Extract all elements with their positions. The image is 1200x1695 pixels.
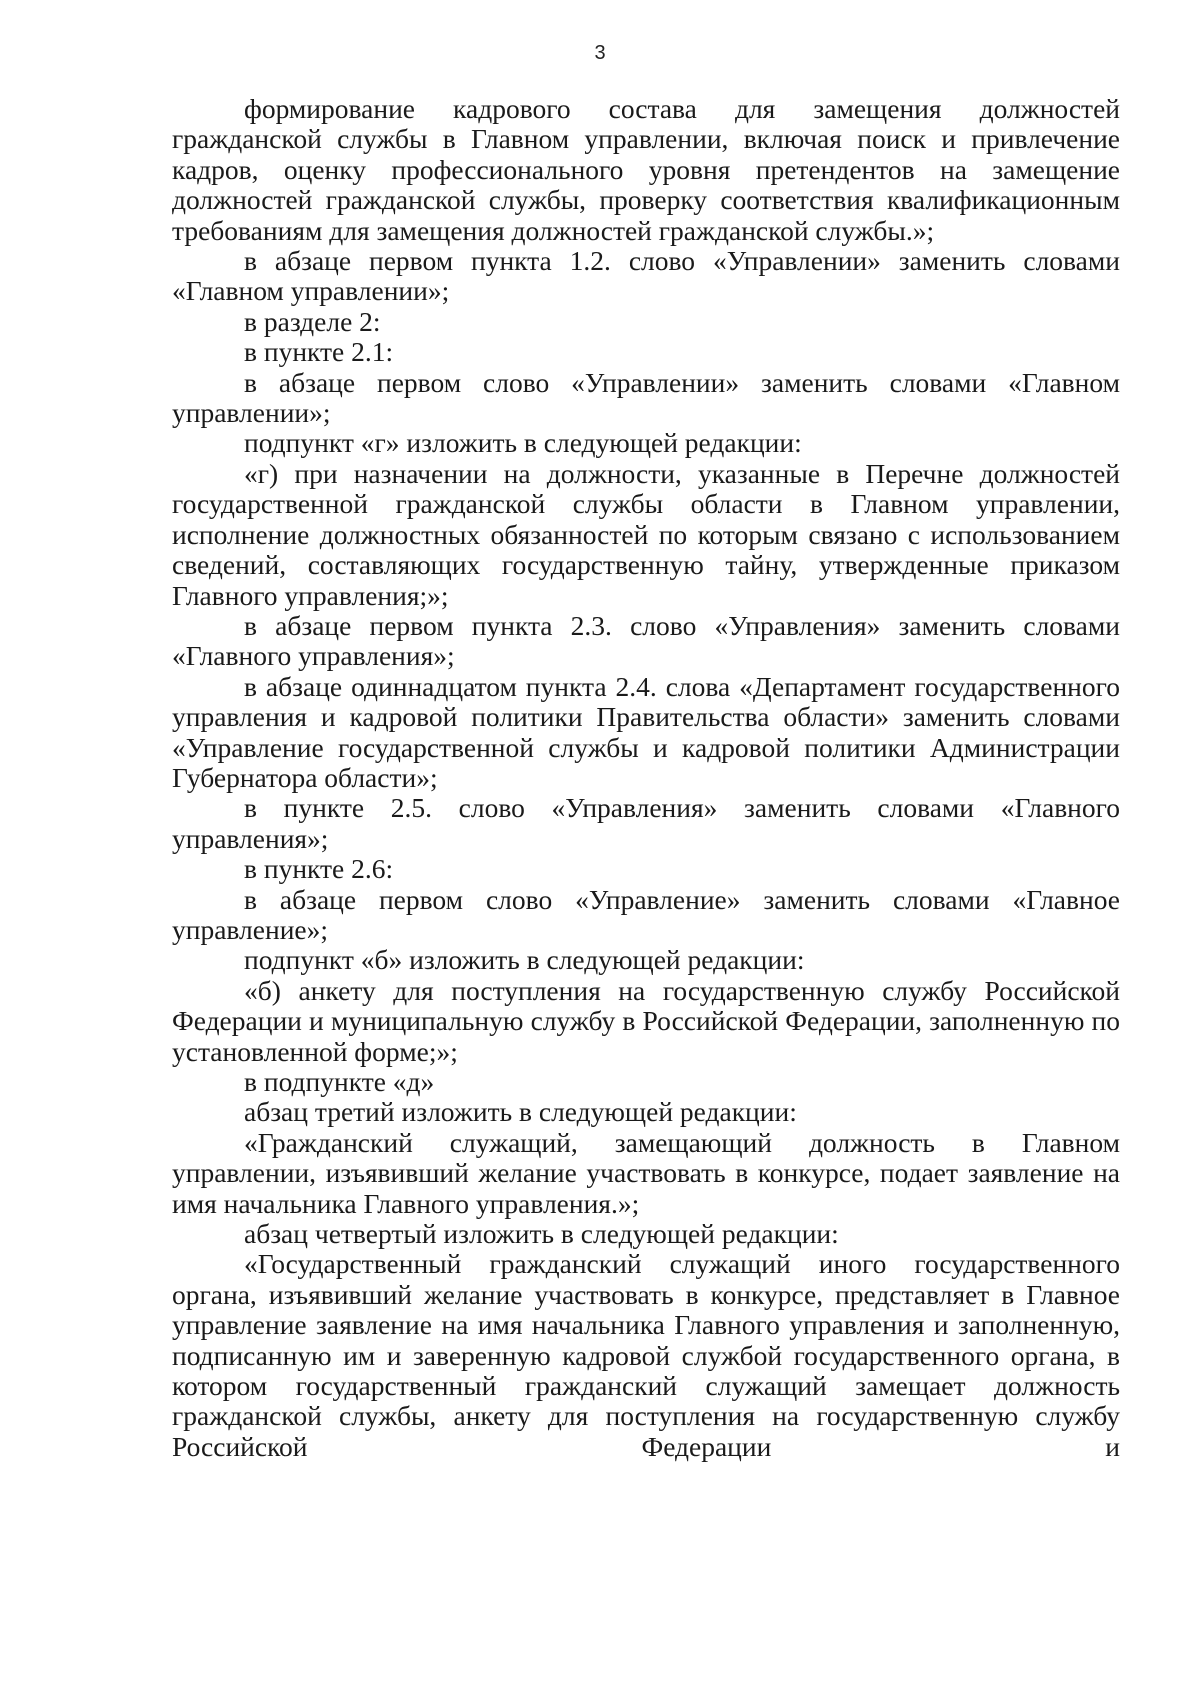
paragraph-14: «б) анкету для поступления на государственную службу Российской Федерации и муниципальную службу в Российской Федерации, заполненную по установленной форме;»; <box>172 974 1120 1067</box>
paragraph-10: в пункте 2.5. слово «Управления» заменить словами «Главного управления»; <box>172 792 1120 854</box>
paragraph-19: «Государственный гражданский служащий иного государственного органа, изъявивший желание участвовать в конкурсе, представляет в Главное управление заявление на имя начальника Главного управления и заполненную, подписанную им и заверенную кадровой службой государственного органа, в котором государственный гражданский служащий замещает должность гражданской службы, анкету для поступления на государственную службу Российской Федерации и <box>172 1248 1120 1462</box>
paragraph-13: подпункт «б» изложить в следующей редакции: <box>244 944 805 976</box>
paragraph-11: в пункте 2.6: <box>244 853 394 885</box>
paragraph-3: в разделе 2: <box>244 305 381 337</box>
paragraph-6: подпункт «г» изложить в следующей редакции: <box>244 427 802 459</box>
paragraph-7: «г) при назначении на должности, указанные в Перечне должностей государственной гражданской службы области в Главном управлении, исполнение должностных обязанностей по которым связано с использованием сведений, составляющих государственную тайну, утвержденные приказом Главного управления;»; <box>172 457 1120 611</box>
paragraph-2: в абзаце первом пункта 1.2. слово «Управлении» заменить словами «Главном управлении»; <box>172 245 1120 307</box>
paragraph-9: в абзаце одиннадцатом пункта 2.4. слова «Департамент государственного управления и кадровой политики Правительства области» заменить словами «Управление государственной службы и кадровой политики Администрации Губернатора области»; <box>172 670 1120 793</box>
page-number: 3 <box>594 42 606 64</box>
paragraph-1: формирование кадрового состава для замещения должностей гражданской службы в Главном управлении, включая поиск и привлечение кадров, оценку профессионального уровня претендентов на замещение должностей гражданской службы, проверку соответствия квалификационным требованиям для замещения должностей гражданской службы.»; <box>172 93 1120 246</box>
paragraph-8: в абзаце первом пункта 2.3. слово «Управления» заменить словами «Главного управления»; <box>172 609 1120 672</box>
paragraph-5: в абзаце первом слово «Управлении» заменить словами «Главном управлении»; <box>172 366 1120 429</box>
paragraph-15: в подпункте «д» <box>244 1066 435 1097</box>
paragraph-4: в пункте 2.1: <box>244 336 394 368</box>
paragraph-12: в абзаце первом слово «Управление» заменить словами «Главное управление»; <box>172 883 1120 945</box>
paragraph-18: абзац четвертый изложить в следующей редакции: <box>244 1218 839 1250</box>
document-body <box>172 94 1120 1462</box>
paragraph-17: «Гражданский служащий, замещающий должность в Главном управлении, изъявивший желание участвовать в конкурсе, подает заявление на имя начальника Главного управления.»; <box>172 1126 1120 1219</box>
paragraph-16: абзац третий изложить в следующей редакции: <box>244 1096 797 1128</box>
